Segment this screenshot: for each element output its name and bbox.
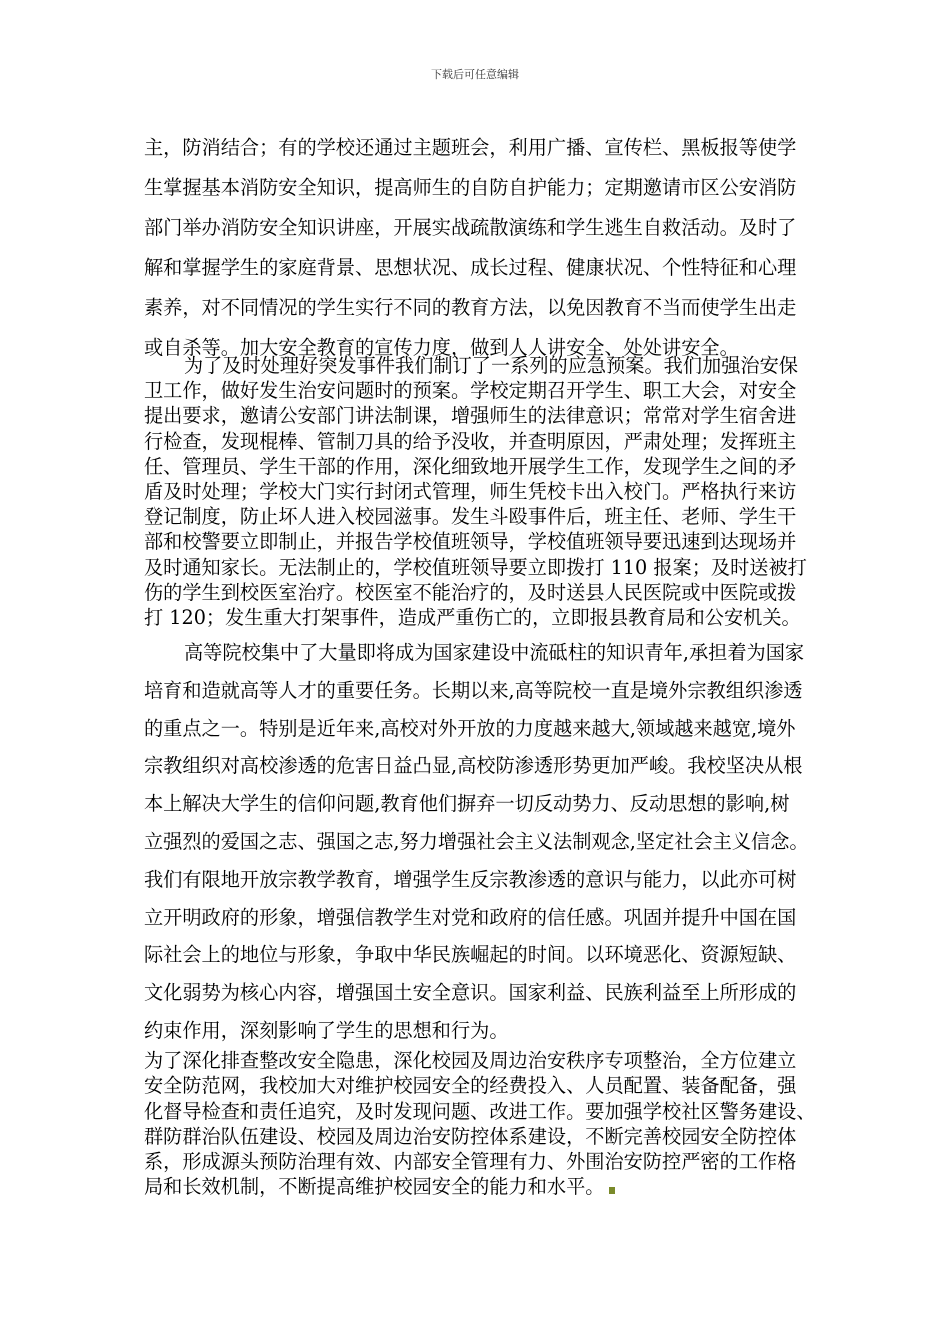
text-line: 或自杀等。加大安全教育的宣传力度，做到人人讲安全、处处讲安全。 <box>144 336 739 359</box>
text-line: 安全防范网，我校加大对维护校园安全的经费投入、人员配置、装备配备，强 <box>144 1074 797 1098</box>
text-line: 及时通知家长。无法制止的，学校值班领导要立即拨打 110 报案；及时送被打 <box>144 555 807 579</box>
text-line: 伤的学生到校医室治疗。校医室不能治疗的，及时送县人民医院或中医院或拨 <box>144 580 797 604</box>
text-line: 主，防消结合；有的学校还通过主题班会，利用广播、宣传栏、黑板报等使学 <box>144 136 797 159</box>
text-line: 局和长效机制，不断提高维护校园安全的能力和水平。 <box>144 1175 605 1199</box>
text-line: 立开明政府的形象，增强信教学生对党和政府的信任感。巩固并提升中国在国 <box>144 905 797 929</box>
text-line: 约束作用，深刻影响了学生的思想和行为。 <box>144 1018 509 1042</box>
text-line: 群防群治队伍建设、校园及周边治安防控体系建设，不断完善校园安全防控体 <box>144 1124 797 1148</box>
paragraph-campus-security <box>144 1048 824 1200</box>
page-header: 下载后可任意编辑 <box>431 68 519 81</box>
paragraph-emergency-plans <box>144 353 824 630</box>
text-line: 解和掌握学生的家庭背景、思想状况、成长过程、健康状况、个性特征和心理 <box>144 256 797 279</box>
text-line: 任、管理员、学生干部的作用，深化细致地开展学生工作，发现学生之间的矛 <box>144 454 797 478</box>
text-line: 素养，对不同情况的学生实行不同的教育方法，以免因教育不当而使学生出走 <box>144 296 797 319</box>
text-line: 打 120；发生重大打架事件，造成严重伤亡的，立即报县教育局和公安机关。 <box>144 605 801 629</box>
text-line: 生掌握基本消防安全知识，提高师生的自防自护能力；定期邀请市区公安消防 <box>144 176 797 199</box>
paragraph-anti-infiltration <box>144 641 824 1057</box>
text-line: 卫工作，做好发生治安问题时的预案。学校定期召开学生、职工大会，对安全 <box>144 379 797 403</box>
text-line: 系，形成源头预防治理有效、内部安全管理有力、外围治安防控严密的工作格 <box>144 1150 797 1174</box>
paragraph-fire-safety <box>144 136 824 376</box>
text-line: 化督导检查和责任追究，及时发现问题、改进工作。要加强学校社区警务建设、 <box>144 1099 816 1123</box>
text-line: 本上解决大学生的信仰问题,教育他们摒弃一切反动势力、反动思想的影响,树 <box>144 792 790 816</box>
paragraph-end-mark-icon <box>609 1187 615 1194</box>
text-line: 部门举办消防安全知识讲座，开展实战疏散演练和学生逃生自救活动。及时了 <box>144 216 797 239</box>
text-line: 盾及时处理；学校大门实行封闭式管理，师生凭校卡出入校门。严格执行来访 <box>144 479 797 503</box>
text-line: 立强烈的爱国之志、强国之志,努力增强社会主义法制观念,坚定社会主义信念。 <box>144 829 809 853</box>
text-line: 为了深化排查整改安全隐患，深化校园及周边治安秩序专项整治，全方位建立 <box>144 1049 797 1072</box>
text-line-last <box>144 1174 824 1199</box>
text-line: 高等院校集中了大量即将成为国家建设中流砥柱的知识青年,承担着为国家 <box>184 641 805 664</box>
text-line: 登记制度，防止坏人进入校园滋事。发生斗殴事件后，班主任、老师、学生干 <box>144 505 797 529</box>
text-line: 的重点之一。特别是近年来,高校对外开放的力度越来越大,领域越来越宽,境外 <box>144 716 796 740</box>
text-line: 宗教组织对高校渗透的危害日益凸显,高校防渗透形势更加严峻。我校坚决从根 <box>144 754 803 778</box>
text-line: 为了及时处理好突发事件我们制订了一系列的应急预案。我们加强治安保 <box>184 354 798 377</box>
text-line: 部和校警要立即制止，并报告学校值班领导，学校值班领导要迅速到达现场并 <box>144 530 797 554</box>
text-line: 文化弱势为核心内容，增强国土安全意识。国家利益、民族利益至上所形成的 <box>144 981 797 1005</box>
text-line: 行检查，发现棍棒、管制刀具的给予没收，并查明原因，严肃处理；发挥班主 <box>144 429 797 453</box>
text-line: 培育和造就高等人才的重要任务。长期以来,高等院校一直是境外宗教组织渗透 <box>144 678 803 702</box>
text-line: 我们有限地开放宗教学教育，增强学生反宗教渗透的意识与能力，以此亦可树 <box>144 867 797 891</box>
text-line: 提出要求，邀请公安部门讲法制课，增强师生的法律意识；常常对学生宿舍进 <box>144 404 797 428</box>
text-line: 际社会上的地位与形象，争取中华民族崛起的时间。以环境恶化、资源短缺、 <box>144 943 797 967</box>
